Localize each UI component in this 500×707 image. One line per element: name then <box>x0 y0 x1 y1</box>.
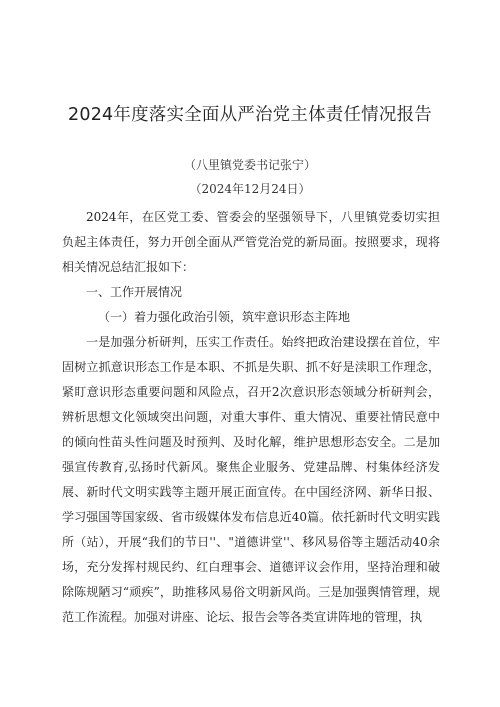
author-line: （八里镇党委书记张宁） <box>183 158 316 172</box>
intro-paragraph: 2024年，在区党工委、管委会的坚强领导下，八里镇党委切实担负起主体责任，努力开创全面从严管党治党的新局面。按照要求，现将相关情况总结汇报如下： <box>62 210 440 274</box>
section-heading: 一、工作开展情况 <box>86 285 183 299</box>
date-line: （2024年12月24日） <box>189 182 311 196</box>
subsection-heading: （一）着力强化政治引领，筑牢意识形态主阵地 <box>98 310 351 324</box>
document-body <box>62 205 440 630</box>
document-title: 2024年度落实全面从严治党主体责任情况报告 <box>68 105 432 125</box>
body-paragraph: 一是加强分析研判，压实工作责任。始终把政治建设摆在首位，牢固树立抓意识形态工作是本职、不抓是失职、抓不好是渎职工作理念，紧盯意识形态重要问题和风险点，召开2次意识形态领域分析研判会，辨析思想文化领域突出问题，对重大事件、重大情况、重要社情民意中的倾向性苗头性问题及时预判、及时化解，维护思想形态安全。二是加强宣传教育,弘扬时代新风。聚焦企业服务、党建品牌、村集体经济发展、新时代文明实践等主题开展正面宣传。在中国经济网、新华日报、学习强国等国家级、省市级媒体发布信息近40篇。依托新时代文明实践所（站），开展“我们的节日''、"道德讲堂''、移风易俗等主题活动40余场，充分发挥村规民约、红白理事会、道德评议会作用，坚持治理和破除陈规陋习“顽疾”，助推移风易俗文明新风尚。三是加强舆情管理，规范工作流程。加强对讲座、论坛、报告会等各类宣讲阵地的管理，执 <box>62 335 440 624</box>
